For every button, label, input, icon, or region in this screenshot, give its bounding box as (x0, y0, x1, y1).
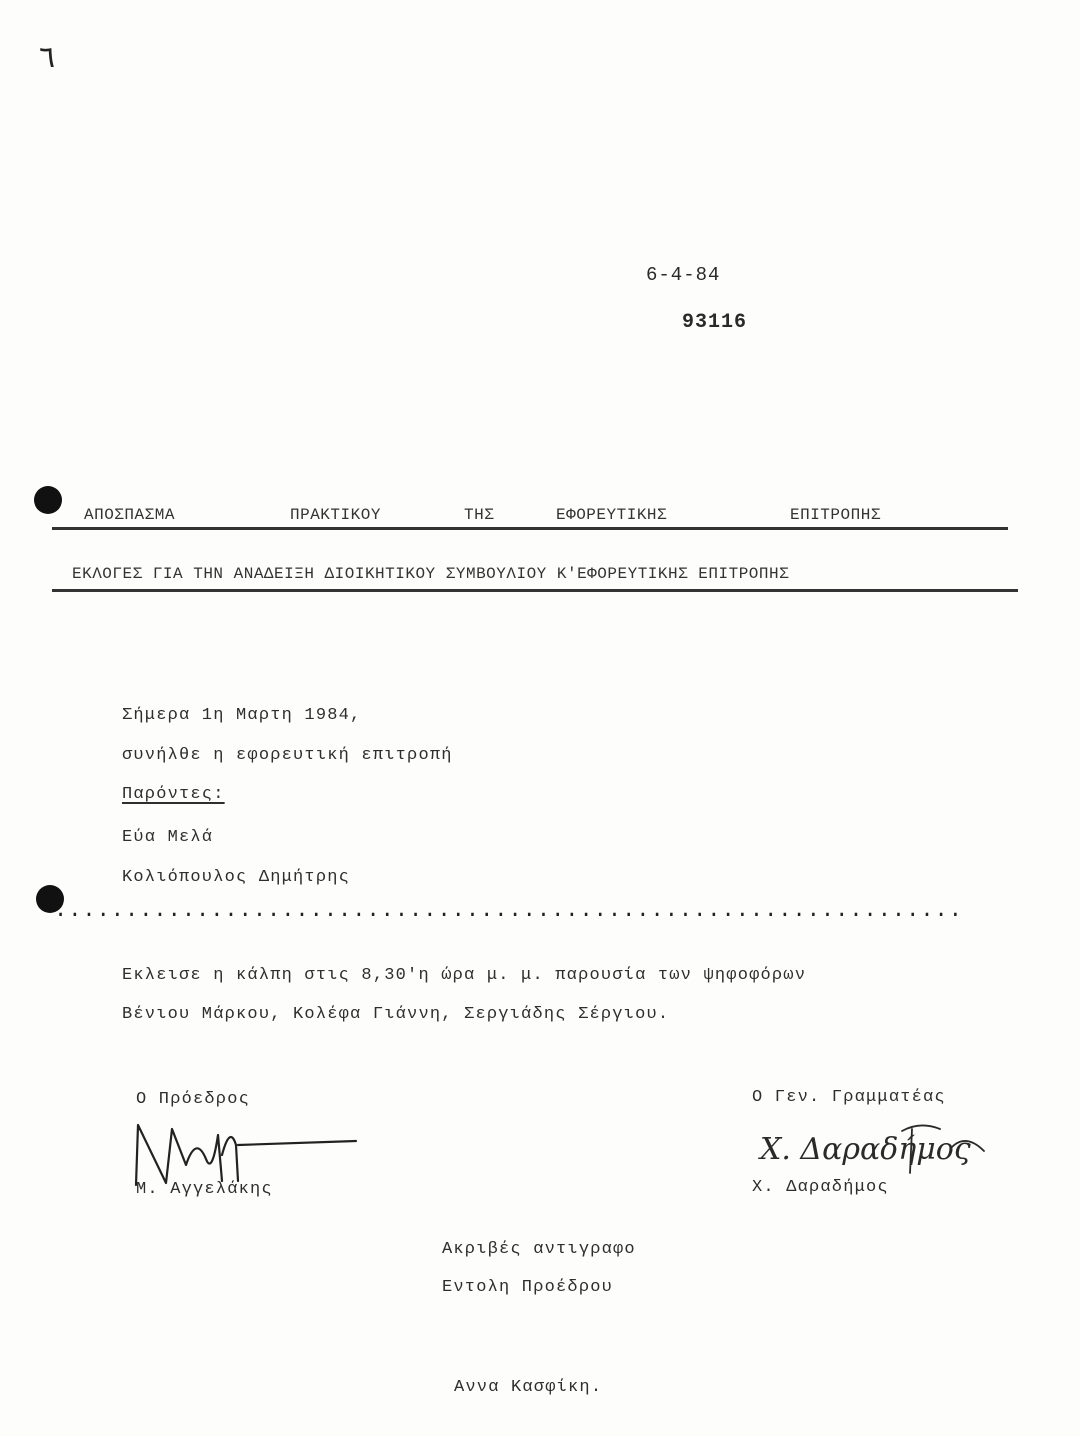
heading-word: ΕΦΟΡΕΥΤΙΚΗΣ (556, 506, 668, 524)
secretary-signature (752, 1117, 992, 1187)
heading-underline (52, 527, 1008, 530)
heading-word: ΤΗΣ (464, 506, 495, 524)
president-name: Μ. Αγγελάκης (136, 1180, 273, 1199)
corner-mark: ٦ (38, 43, 57, 77)
heading-word: ΠΡΑΚΤΙΚΟΥ (290, 506, 381, 524)
heading-line-2: ΕΚΛΟΓΕΣ ΓΙΑ ΤΗΝ ΑΝΑΔΕΙΞΗ ΔΙΟΙΚΗΤΙΚΟΥ ΣΥΜΒΟΥΛΙΟΥ Κ'ΕΦΟΡΕΥΤΙΚΗΣ ΕΠΙΤΡΟΠΗΣ (72, 565, 790, 583)
closing-statement: Εκλεισε η κάλπη στις 8,30'η ώρα μ. μ. παρουσία των ψηφοφόρων (122, 966, 807, 985)
document-date: 6-4-84 (646, 264, 721, 286)
closing-statement-voters: Βένιου Μάρκου, Κολέφα Γιάννη, Σεργιάδης Σέργιου. (122, 1005, 670, 1024)
secretary-handwriting: Χ. Δαραδήμος (760, 1132, 971, 1167)
member-name: Κολιόπουλος Δημήτρης (122, 868, 351, 887)
dotted-separator: ................................................................ (54, 898, 963, 923)
punch-hole (34, 486, 62, 514)
president-title: Ο Πρόεδρος (136, 1090, 251, 1109)
secretary-title: Ο Γεν. Γραμματέας (752, 1088, 946, 1107)
authority-label: Εντολη Προέδρου (442, 1278, 614, 1297)
certified-copy-label: Ακριβές αντιγραφο (442, 1240, 636, 1259)
secretary-name: Χ. Δαραδήμος (752, 1178, 889, 1197)
meeting-date-line: Σήμερα 1η Μαρτη 1984, (122, 706, 362, 725)
heading-word: ΕΠΙΤΡΟΠΗΣ (790, 506, 881, 524)
present-label: Παρόντες: (122, 785, 225, 804)
reference-number: 93116 (682, 311, 748, 334)
certifier-name: Αννα Κασφίκη. (454, 1378, 603, 1397)
meeting-line: συνήλθε η εφορευτική επιτροπή (122, 746, 453, 765)
heading-word: ΑΠΟΣΠΑΣΜΑ (84, 506, 175, 524)
heading-underline (52, 589, 1018, 592)
member-name: Εύα Μελά (122, 828, 214, 847)
